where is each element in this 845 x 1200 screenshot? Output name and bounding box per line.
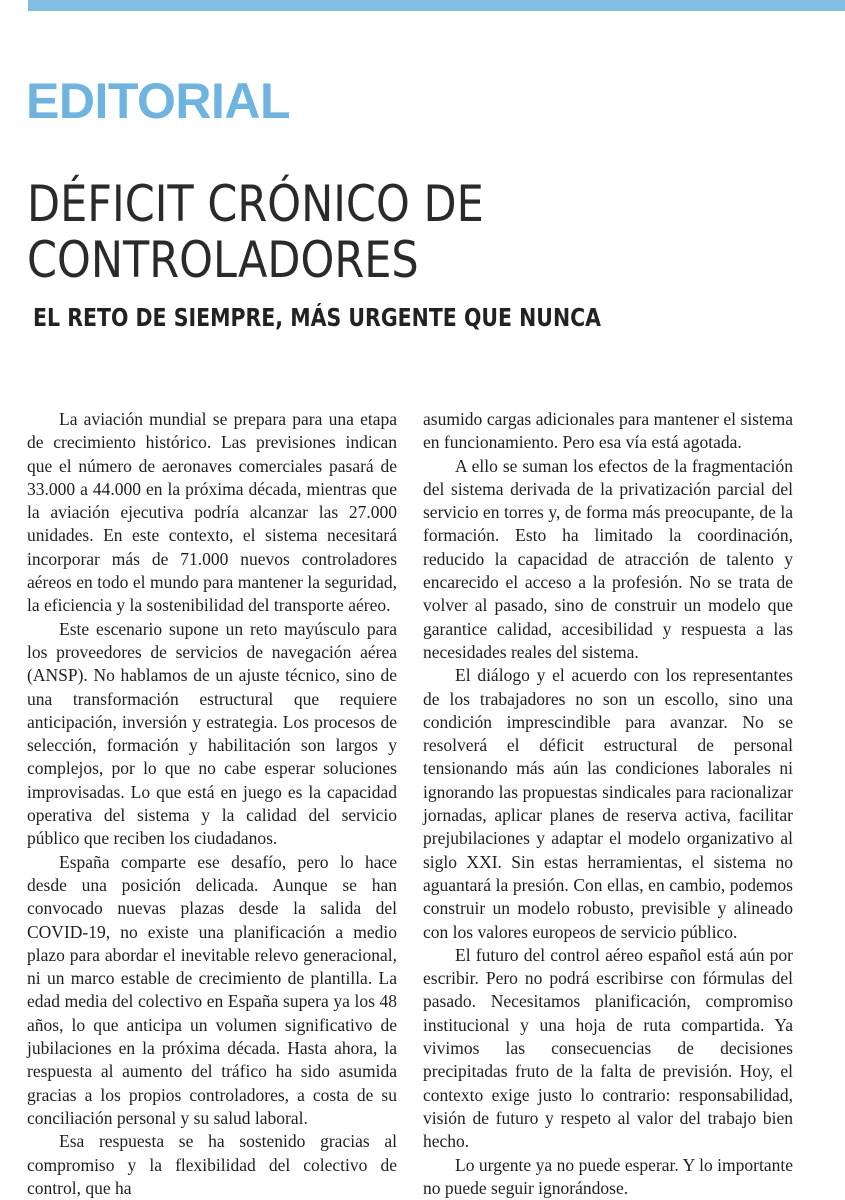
paragraph: El futuro del control aéreo español está aún por escribir. Pero no podrá escribirse con fórmulas del pasado. Necesitamos planificación, compromiso institucional y una hoja de ruta compartida. Ya vivimos las consecuencias de decisiones precipitadas fruto de la falta de previsión. Hoy, el contexto exige justo lo contrario: responsabilidad, visión de futuro y respeto al valor del trabajo bien hecho.	[423, 944, 793, 1152]
paragraph: El diálogo y el acuerdo con los representantes de los trabajadores no son un escollo, sino una condición imprescindible para avanzar. No se resolverá el déficit estructural de personal tensionando más aún las condiciones laborales ni ignorando las propuestas sindicales para racionalizar jornadas, aplicar planes de reserva activa, facilitar prejubilaciones y adaptar el modelo organizativo al siglo XXI. Sin estas herramientas, el sistema no aguantará la presión. Con ellas, en cambio, podemos construir un modelo robusto, previsible y alineado con los valores europeos de servicio público.	[423, 665, 793, 942]
article-column-right	[423, 408, 793, 1198]
top-accent-bar	[28, 0, 845, 11]
paragraph: Este escenario supone un reto mayúsculo para los proveedores de servicios de navegación aérea (ANSP). No hablamos de un ajuste técnico, sino de una transformación estructural que requiere anticipación, inversión y estrategia. Los procesos de selección, formación y habilitación son largos y complejos, por lo que no cabe esperar soluciones improvisadas. Lo que está en juego es la capacidad operativa del sistema y la calidad del servicio público que reciben los ciudadanos.	[27, 618, 397, 849]
article-column-left	[27, 408, 397, 1198]
headline-line-1: DÉFICIT CRÓNICO DE	[27, 175, 484, 233]
paragraph: A ello se suman los efectos de la fragmentación del sistema derivada de la privatización parcial del servicio en torres y, de forma más preocupante, de la formación. Esto ha limitado la coordinación, reducido la capacidad de atracción de talento y encarecido el acceso a la profesión. No se trata de volver al pasado, sino de construir un modelo que garantice calidad, accesibilidad y respuesta a las necesidades reales del sistema.	[423, 455, 793, 662]
paragraph: Lo urgente ya no puede esperar. Y lo importante no puede seguir ignorándose.	[423, 1154, 793, 1198]
section-label: EDITORIAL	[26, 73, 291, 129]
paragraph: Esa respuesta se ha sostenido gracias al compromiso y la flexibilidad del colectivo de control, que ha	[27, 1131, 397, 1198]
subheadline: EL RETO DE SIEMPRE, MÁS URGENTE QUE NUNCA	[33, 303, 602, 332]
headline-line-2: CONTROLADORES	[27, 231, 419, 289]
paragraph: España comparte ese desafío, pero lo hace desde una posición delicada. Aunque se han convocado nuevas plazas desde la salida del COVID-19, no existe una planificación a medio plazo para abordar el inevitable relevo generacional, ni un marco estable de crecimiento de plantilla. La edad media del colectivo en España supera ya los 48 años, lo que anticipa un volumen significativo de jubilaciones en la próxima década. Hasta ahora, la respuesta al aumento del tráfico ha sido asumida gracias a los propios controladores, a costa de su conciliación personal y su salud laboral.	[27, 851, 397, 1128]
paragraph-continued: asumido cargas adicionales para mantener el sistema en funcionamiento. Pero esa vía está agotada.	[423, 409, 793, 453]
headline	[27, 176, 484, 288]
paragraph: La aviación mundial se prepara para una etapa de crecimiento histórico. Las previsiones indican que el número de aeronaves comerciales pasará de 33.000 a 44.000 en la próxima década, mientras que la aviación ejecutiva podría alcanzar las 27.000 unidades. En este contexto, el sistema necesitará incorporar más de 71.000 nuevos controladores aéreos en todo el mundo para mantener la seguridad, la eficiencia y la sostenibilidad del transporte aéreo.	[27, 409, 397, 616]
